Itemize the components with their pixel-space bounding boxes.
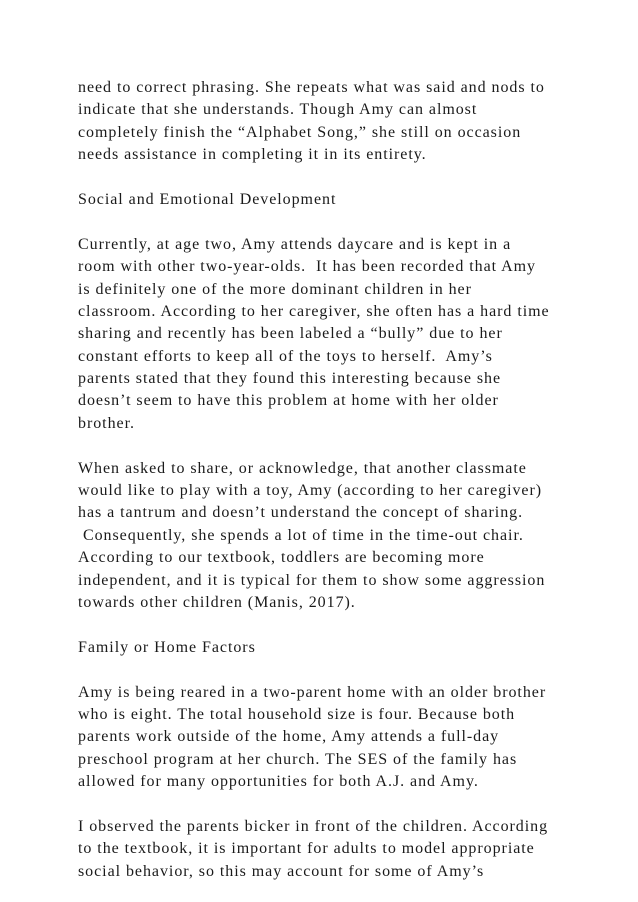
text-line: doesn’t seem to have this problem at home with her older — [78, 392, 499, 410]
text-line: parents stated that they found this interesting because she — [78, 370, 502, 388]
paragraph-sharing — [78, 458, 578, 615]
paragraph-daycare — [78, 234, 578, 436]
text-line: independent, and it is typical for them to show some aggression — [78, 571, 546, 589]
text-line: need to correct phrasing. She repeats what was said and nods to — [78, 79, 545, 96]
section-heading-social-emotional: Social and Emotional Development — [78, 190, 337, 208]
text-line: room with other two-year-olds. It has been recorded that Amy — [78, 258, 536, 276]
text-line: When asked to share, or acknowledge, that another classmate — [78, 459, 527, 477]
paragraph-parents-observation — [78, 816, 578, 883]
paragraph-spacer — [78, 794, 578, 816]
text-line: Currently, at age two, Amy attends daycare and is kept in a — [78, 235, 512, 253]
text-line: preschool program at her church. The SES of the family has — [78, 750, 518, 768]
paragraph-language-continued — [78, 77, 578, 167]
text-line: would like to play with a toy, Amy (according to her caregiver) — [78, 482, 543, 500]
text-line: sharing and recently has been labeled a “bully” due to her — [78, 325, 503, 343]
text-line: has a tantrum and doesn’t understand the concept of sharing. — [78, 504, 524, 522]
text-line: who is eight. The total household size is four. Because both — [78, 705, 516, 723]
document-body — [78, 77, 578, 883]
text-line: constant efforts to keep all of the toys to herself. Amy’s — [78, 347, 493, 365]
text-line: parents work outside of the home, Amy attends a full-day — [78, 728, 500, 746]
section-heading-family-home: Family or Home Factors — [78, 638, 256, 656]
text-line: Amy is being reared in a two-parent home with an older brother — [78, 683, 547, 701]
paragraph-spacer — [78, 659, 578, 681]
text-line: allowed for many opportunities for both A.J. and Amy. — [78, 773, 479, 791]
text-line: to the textbook, it is important for adults to model appropriate — [78, 840, 535, 858]
text-line: According to our textbook, toddlers are becoming more — [78, 549, 485, 567]
text-line: I observed the parents bicker in front of the children. According — [78, 817, 549, 835]
text-line: Consequently, she spends a lot of time in the time-out chair. — [78, 526, 524, 544]
paragraph-spacer — [78, 435, 578, 457]
text-line: indicate that she understands. Though Amy can almost — [78, 101, 478, 119]
text-line: towards other children (Manis, 2017). — [78, 593, 356, 611]
paragraph-spacer — [78, 211, 578, 233]
text-line: social behavior, so this may account for some of Amy’s — [78, 862, 485, 880]
paragraph-spacer — [78, 167, 578, 189]
text-line: classroom. According to her caregiver, she often has a hard time — [78, 302, 550, 320]
paragraph-household — [78, 682, 578, 794]
text-line: brother. — [78, 414, 135, 432]
text-line: completely finish the “Alphabet Song,” she still on occasion — [78, 123, 522, 141]
paragraph-spacer — [78, 614, 578, 636]
text-line: is definitely one of the more dominant children in her — [78, 280, 472, 298]
text-line: needs assistance in completing it in its entirety. — [78, 146, 427, 164]
